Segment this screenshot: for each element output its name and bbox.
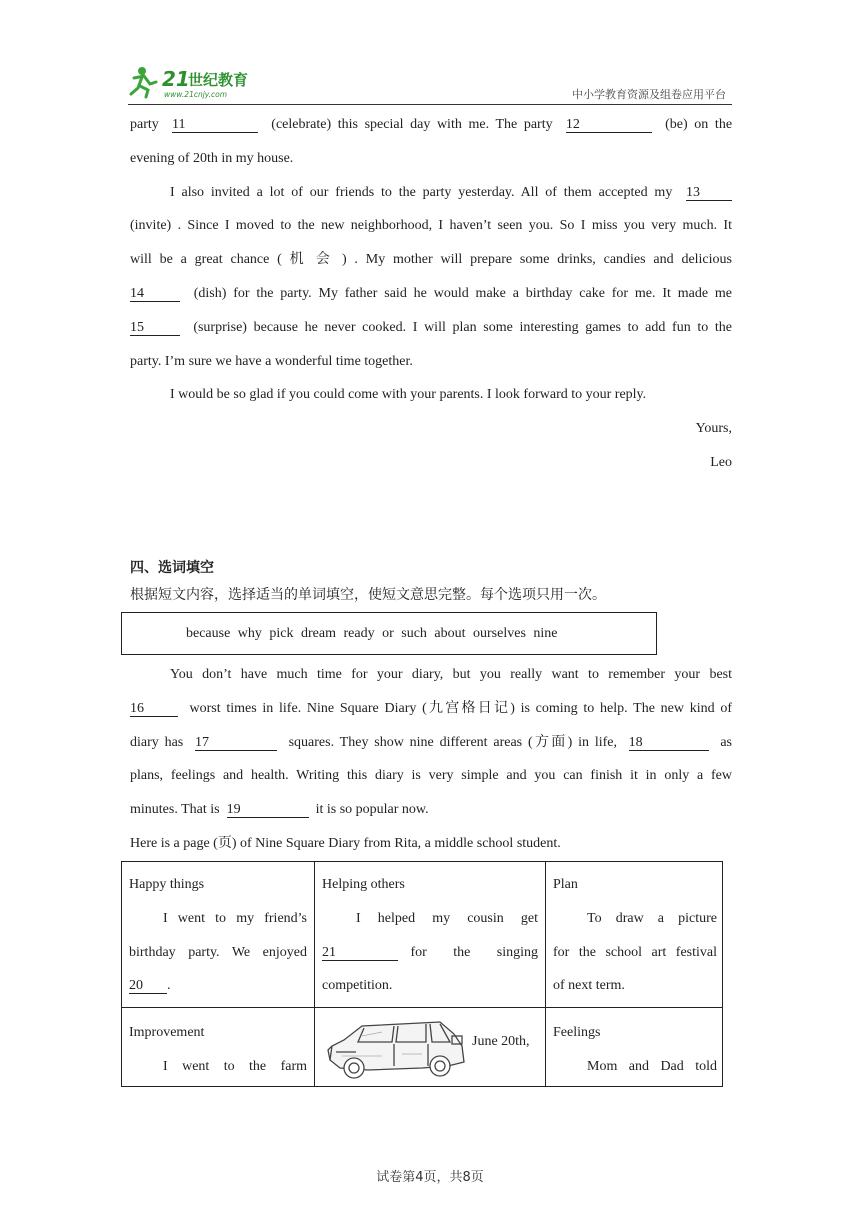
letter-closing: Yours, bbox=[695, 421, 732, 437]
cell-title: Feelings bbox=[553, 1025, 601, 1040]
site-logo bbox=[128, 64, 268, 100]
cell-title: Plan bbox=[553, 877, 578, 892]
word-bank: because why pick dream ready or such about ourselves nine bbox=[186, 626, 558, 641]
cell-title: Helping others bbox=[322, 877, 405, 892]
passage-line: minutes. That is 19 it is so popular now. bbox=[130, 802, 429, 818]
letter-body bbox=[130, 108, 732, 480]
platform-caption: 中小学教育资源及组卷应用平台 bbox=[572, 88, 726, 101]
svg-text:www.21cnjy.com: www.21cnjy.com bbox=[164, 90, 228, 99]
cell-plan bbox=[546, 868, 724, 1003]
letter-line: party 11 (celebrate) this special day with me. The party 12 (be) on the bbox=[130, 117, 733, 132]
cell-feelings bbox=[546, 1016, 724, 1084]
cell-text: for the school art festival bbox=[553, 944, 717, 960]
blank-15[interactable]: 15 bbox=[130, 321, 180, 336]
passage-line: diary has 17 squares. They show nine different areas (方面) in life, 18 as bbox=[130, 734, 733, 750]
blank-20[interactable]: 20 bbox=[129, 979, 167, 994]
blank-21[interactable]: 21 bbox=[322, 946, 398, 961]
cell-text: of next term. bbox=[553, 978, 625, 994]
letter-line: I also invited a lot of our friends to the party yesterday. All of them accepted my 13 bbox=[130, 176, 732, 210]
letter-line: I would be so glad if you could come with your parents. I look forward to your reply. bbox=[170, 387, 647, 403]
cell-text: 21 for the singing bbox=[322, 944, 539, 960]
blank-16[interactable]: 16 bbox=[130, 702, 178, 717]
section-instruction: 根据短文内容，选择适当的单词填空，使短文意思完整。每个选项只用一次。 bbox=[130, 587, 606, 603]
cell-text: I went to the farm bbox=[163, 1058, 307, 1074]
letter-line: 15 (surprise) because he never cooked. I will plan some interesting games to add fun to the bbox=[130, 319, 733, 335]
cell-text: To draw a picture bbox=[587, 910, 717, 926]
blank-17[interactable]: 17 bbox=[195, 736, 277, 751]
passage-line: Here is a page (页) of Nine Square Diary from Rita, a middle school student. bbox=[130, 835, 561, 851]
letter-line: (invite) . Since I moved to the new neighborhood, I haven’t seen you. So I miss you very much. It bbox=[130, 218, 732, 234]
passage-line: You don’t have much time for your diary, but you really want to remember your best bbox=[170, 667, 732, 682]
diary-date: June 20th, bbox=[472, 1034, 530, 1049]
logo-text: 世纪教育 bbox=[188, 71, 249, 89]
letter-line: party. I’m sure we have a wonderful time together. bbox=[130, 353, 413, 369]
page-header bbox=[128, 62, 732, 105]
word-bank-box bbox=[121, 612, 657, 655]
cell-text: I went to my friend’s bbox=[163, 910, 307, 926]
cell-title: Improvement bbox=[129, 1025, 205, 1040]
cell-text: 20 . bbox=[129, 978, 171, 994]
cell-title: Happy things bbox=[129, 877, 205, 892]
svg-text:21: 21 bbox=[162, 67, 190, 91]
table-divider bbox=[122, 1007, 722, 1008]
car-illustration bbox=[322, 1012, 472, 1088]
blank-18[interactable]: 18 bbox=[629, 736, 709, 751]
letter-line: 14 (dish) for the party. My father said he would make a birthday cake for me. It made me bbox=[130, 285, 733, 301]
cell-text: Mom and Dad told bbox=[587, 1058, 717, 1074]
page-footer: 试卷第4页，共8页 bbox=[376, 1170, 484, 1185]
blank-12[interactable]: 12 bbox=[566, 118, 652, 133]
passage-line: 16 worst times in life. Nine Square Diary (九宫格日记) is coming to help. The new kind of bbox=[130, 700, 732, 716]
diary-table bbox=[121, 861, 723, 1087]
letter-signature: Leo bbox=[710, 454, 732, 470]
cell-happy-things bbox=[122, 868, 314, 1003]
cell-helping-others bbox=[315, 868, 545, 1003]
cell-text: birthday party. We enjoyed bbox=[129, 944, 307, 960]
cell-improvement bbox=[122, 1016, 314, 1084]
passage-line: plans, feelings and health. Writing this diary is very simple and you can finish it in only a few bbox=[130, 768, 732, 784]
blank-11[interactable]: 11 bbox=[172, 118, 258, 133]
letter-line: will be a great chance ( 机 会 ) . My mother will prepare some drinks, candies and delicious bbox=[130, 252, 732, 268]
cell-text: competition. bbox=[322, 978, 393, 994]
section-title: 四、选词填空 bbox=[130, 560, 214, 576]
blank-19[interactable]: 19 bbox=[227, 803, 309, 818]
blank-13[interactable]: 13 bbox=[686, 186, 732, 201]
passage-body bbox=[130, 658, 732, 861]
letter-line: evening of 20th in my house. bbox=[130, 150, 294, 166]
blank-14[interactable]: 14 bbox=[130, 287, 180, 302]
cell-text: I helped my cousin get bbox=[356, 910, 538, 926]
